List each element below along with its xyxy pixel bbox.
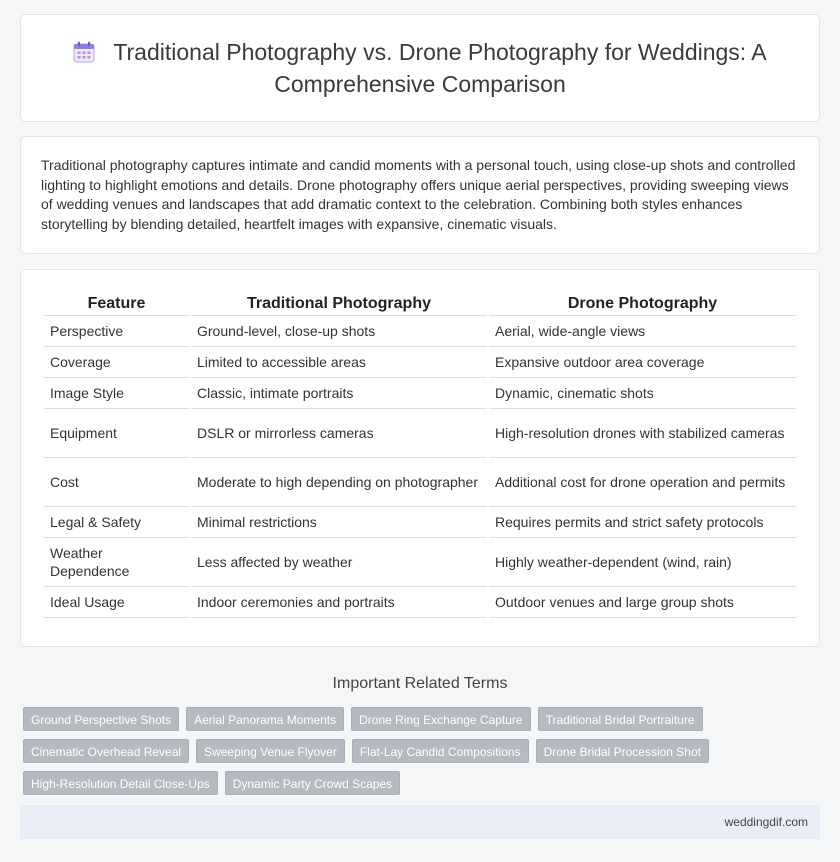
drone-cell: Dynamic, cinematic shots — [489, 378, 796, 409]
feature-cell: Coverage — [44, 347, 189, 378]
traditional-cell: Less affected by weather — [191, 538, 487, 587]
footer — [20, 805, 820, 839]
related-terms-heading: Important Related Terms — [332, 675, 508, 692]
feature-cell: Weather Dependence — [44, 538, 189, 587]
related-tag[interactable]: High-Resolution Detail Close-Ups — [23, 771, 218, 795]
traditional-cell: DSLR or mirrorless cameras — [191, 409, 487, 458]
feature-cell: Perspective — [44, 316, 189, 347]
traditional-cell: Minimal restrictions — [191, 507, 487, 538]
tag-row — [23, 707, 820, 731]
feature-cell: Legal & Safety — [44, 507, 189, 538]
table-row — [44, 587, 796, 618]
feature-cell: Cost — [44, 458, 189, 507]
tag-row — [23, 739, 820, 763]
table-row — [44, 538, 796, 587]
drone-cell: Aerial, wide-angle views — [489, 316, 796, 347]
traditional-cell: Moderate to high depending on photographer — [191, 458, 487, 507]
related-tag[interactable]: Flat-Lay Candid Compositions — [352, 739, 529, 763]
drone-cell: Expansive outdoor area coverage — [489, 347, 796, 378]
related-tag[interactable]: Cinematic Overhead Reveal — [23, 739, 189, 763]
comparison-card — [20, 269, 820, 647]
table-header-row — [44, 290, 796, 316]
feature-cell: Equipment — [44, 409, 189, 458]
table-row — [44, 409, 796, 458]
table-row — [44, 316, 796, 347]
related-tag[interactable]: Drone Bridal Procession Shot — [536, 739, 709, 763]
traditional-cell: Ground-level, close-up shots — [191, 316, 487, 347]
related-tag[interactable]: Drone Ring Exchange Capture — [351, 707, 530, 731]
header-feature: Feature — [44, 290, 189, 316]
drone-cell: Highly weather-dependent (wind, rain) — [489, 538, 796, 587]
related-tags — [20, 707, 820, 795]
traditional-cell: Limited to accessible areas — [191, 347, 487, 378]
table-row — [44, 378, 796, 409]
related-tag[interactable]: Dynamic Party Crowd Scapes — [225, 771, 400, 795]
calendar-icon — [73, 41, 95, 70]
feature-cell: Ideal Usage — [44, 587, 189, 618]
traditional-cell: Indoor ceremonies and portraits — [191, 587, 487, 618]
tag-row — [23, 771, 820, 795]
traditional-cell: Classic, intimate portraits — [191, 378, 487, 409]
intro-card — [20, 136, 820, 254]
footer-site[interactable]: weddingdif.com — [724, 815, 808, 829]
related-tag[interactable]: Aerial Panorama Moments — [186, 707, 344, 731]
feature-cell: Image Style — [44, 378, 189, 409]
intro-text: Traditional photography captures intimate and candid moments with a personal touch, using close-up shots and controlled lighting to highlight emotions and details. Drone photography offers unique aerial perspectives, providing sweeping views of wedding venues and landscapes that add dramatic context to the celebration. Combining both styles enhances storytelling by blending detailed, heartfelt images with expansive, cinematic visuals. — [41, 157, 796, 232]
table-row — [44, 507, 796, 538]
drone-cell: Requires permits and strict safety protocols — [489, 507, 796, 538]
comparison-table — [42, 290, 798, 618]
header-traditional: Traditional Photography — [191, 290, 487, 316]
title-card — [20, 14, 820, 122]
page-title-wrap — [51, 38, 789, 99]
drone-cell: High-resolution drones with stabilized cameras — [489, 409, 796, 458]
header-drone: Drone Photography — [489, 290, 796, 316]
related-tag[interactable]: Ground Perspective Shots — [23, 707, 179, 731]
table-row — [44, 458, 796, 507]
page-title: Traditional Photography vs. Drone Photography for Weddings: A Comprehensive Comparison — [113, 38, 767, 97]
related-tag[interactable]: Sweeping Venue Flyover — [196, 739, 345, 763]
table-row — [44, 347, 796, 378]
related-tag[interactable]: Traditional Bridal Portraiture — [538, 707, 703, 731]
drone-cell: Additional cost for drone operation and permits — [489, 458, 796, 507]
drone-cell: Outdoor venues and large group shots — [489, 587, 796, 618]
